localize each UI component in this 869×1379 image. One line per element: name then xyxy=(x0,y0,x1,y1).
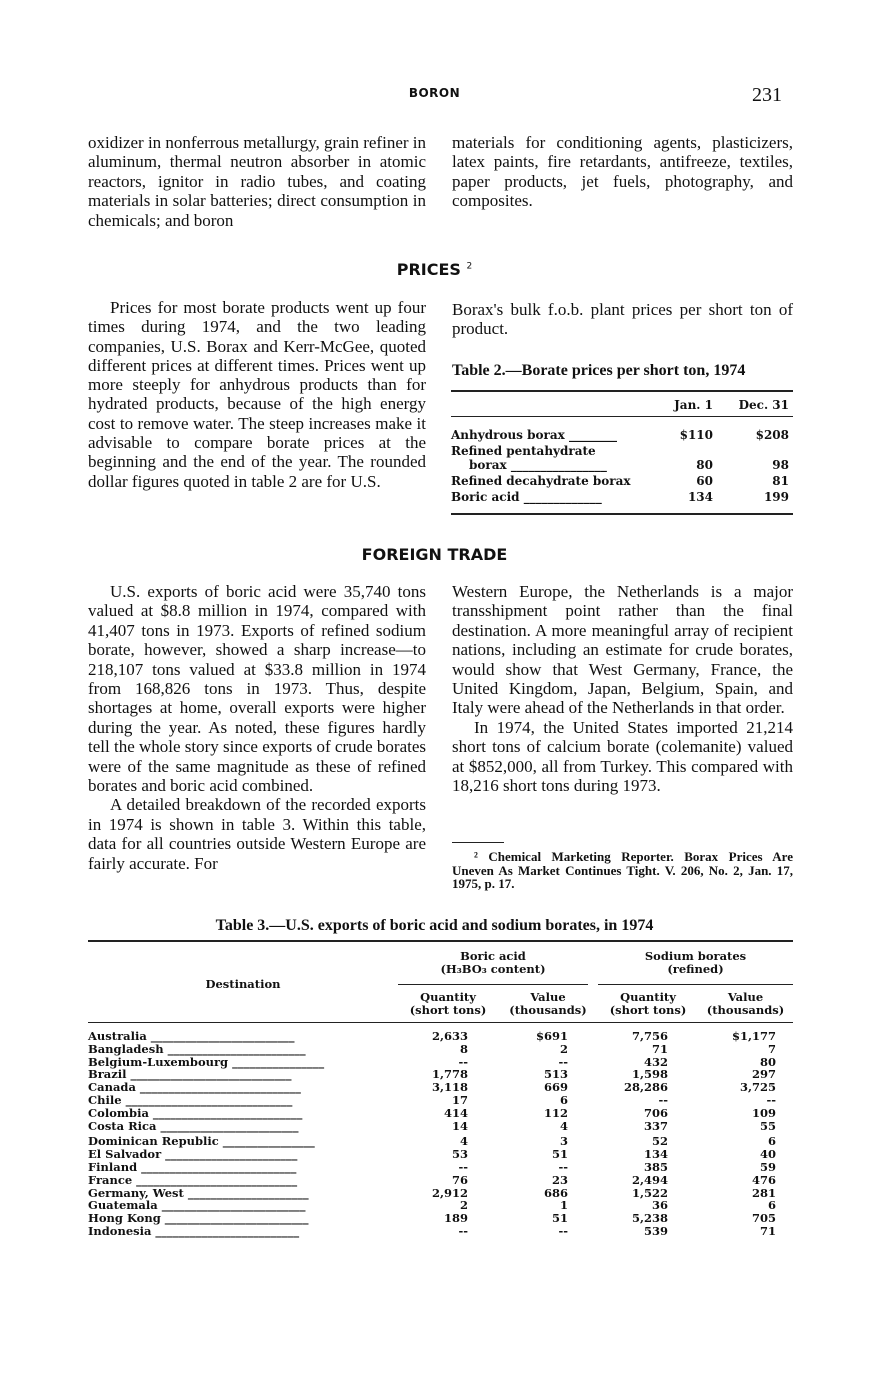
table3-destination: Dominican Republic ________________ xyxy=(88,1134,315,1149)
table3-boric-value: 2 xyxy=(559,1041,568,1056)
table3-destination: Indonesia _________________________ xyxy=(88,1224,300,1238)
table3-boric-qty-header: Quantity (short tons) xyxy=(409,990,487,1017)
table3-row xyxy=(88,1107,793,1120)
table3-row xyxy=(88,1120,793,1133)
footnote-separator xyxy=(452,842,504,843)
table2-row xyxy=(451,474,793,488)
table3-sodium-value: 109 xyxy=(751,1105,776,1120)
table3-boric-qty: 76 xyxy=(451,1172,468,1187)
foreign-trade-paragraph-3: Western Europe, the Netherlands is a major transshipment point rather than the final destination. A more meaningful array of recipient nations, including an estimate for crude borates, would show that West Germany, France, the United Kingdom, Japan, Belgium, Spain, and Italy were ahead of the Netherlands in that order. xyxy=(452,582,793,718)
table3-boric-value: $691 xyxy=(535,1029,568,1043)
table3-row xyxy=(88,1043,793,1056)
table2-row-jan: $110 xyxy=(679,428,713,442)
table3-boric-qty: 14 xyxy=(451,1118,468,1133)
prices-heading xyxy=(0,260,869,279)
table3-sodium-qty: 1,598 xyxy=(631,1067,668,1082)
table3-sodium-value: -- xyxy=(766,1093,776,1107)
table3-destination: Bangladesh ________________________ xyxy=(88,1041,306,1056)
table2-row-dec: 98 xyxy=(772,458,789,472)
table3-boric-value: -- xyxy=(558,1224,568,1238)
table3-boric-qty: -- xyxy=(458,1054,468,1069)
table3-boric-qty: 8 xyxy=(459,1041,468,1056)
table3-sodium-borates-header: Sodium borates (refined) xyxy=(644,949,747,976)
prices-heading-text: PRICES xyxy=(396,260,461,279)
table3-boric-value: 1 xyxy=(559,1198,568,1213)
table3-destination: Brazil ____________________________ xyxy=(88,1067,292,1082)
table3-destination: Guatemala _________________________ xyxy=(88,1198,306,1213)
table3-boric-acid-header: Boric acid (H₃BO₃ content) xyxy=(440,949,546,976)
table3-boric-value: 51 xyxy=(551,1147,568,1162)
table3-sodium-value: 59 xyxy=(759,1160,776,1174)
table3-sodium-value: 40 xyxy=(759,1147,776,1162)
table2-row-dec: 199 xyxy=(763,490,789,504)
table3-boric-qty: 17 xyxy=(451,1093,468,1107)
prices-heading-footnote-ref: 2 xyxy=(466,261,473,272)
foreign-trade-paragraph-1: U.S. exports of boric acid were 35,740 tons valued at $8.8 million in 1974, compared with 41,407 tons in 1973. Exports of refined sodium borate, however, showed a sharp increase—to 218,107 tons valued at $33.8 million in 1974 from 168,826 tons in 1973. Thus, despite shortages at home, overall exports were higher during the year. As noted, these figures hardly tell the whole story since exports of crude borates were of the same magnitude as these of refined borates and boric acid combined. xyxy=(88,582,427,796)
foreign-trade-paragraph-4: In 1974, the United States imported 21,214 short tons of calcium borate (colemanite) valued at $852,000, all from Turkey. This compared with 18,216 short tons during 1973. xyxy=(452,717,793,796)
footnote: ² Chemical Marketing Reporter. Borax Prices Are Uneven As Market Continues Tight. V. 206, No. 2, Jan. 17, 1975, p. 17. xyxy=(452,849,793,891)
table2-top-rule xyxy=(451,390,793,392)
table3-sodium-value: 6 xyxy=(767,1198,776,1213)
table3-destination: Finland ___________________________ xyxy=(88,1160,297,1174)
table2-row xyxy=(451,444,793,458)
table3-sodium-qty: 71 xyxy=(651,1041,668,1056)
table3-sodium-qty: 539 xyxy=(643,1224,668,1238)
table2-row-label: Refined decahydrate borax xyxy=(451,474,631,488)
table3-sodium-qty: 1,522 xyxy=(631,1185,668,1200)
table3-sodium-value: 7 xyxy=(767,1041,776,1056)
table3-row xyxy=(88,1174,793,1187)
table3-boric-qty: 1,778 xyxy=(431,1067,468,1082)
table3-sodium-value: $1,177 xyxy=(731,1029,776,1043)
table3-sodium-qty: 36 xyxy=(651,1198,668,1213)
table3-boric-value: 686 xyxy=(543,1185,568,1200)
table3-boric-qty: 414 xyxy=(443,1105,468,1120)
table3-title: Table 3.—U.S. exports of boric acid and sodium borates, in 1974 xyxy=(215,917,654,934)
table3-sodium-value-header: Value (thousands) xyxy=(706,990,785,1017)
table3-boric-value: 6 xyxy=(559,1093,568,1107)
table3-boric-qty: 2,912 xyxy=(431,1185,468,1200)
intro-left-text: oxidizer in nonferrous metallurgy, grain refiner in aluminum, thermal neutron absorber in atomic reactors, ignitor in radio tubes, and coating materials in solar batteries; direct consumption in chemicals; and boron xyxy=(88,133,426,230)
table3-sodium-value: 71 xyxy=(759,1224,776,1238)
table3-header-rule xyxy=(88,1022,793,1023)
table3-destination: Chile _____________________________ xyxy=(88,1093,293,1107)
table3-sodium-value: 6 xyxy=(767,1134,776,1149)
table3-boric-qty: 3,118 xyxy=(431,1080,468,1095)
table2-header-rule xyxy=(451,416,793,417)
table3-destination-header: Destination xyxy=(205,977,281,991)
table3-sodium-qty: 432 xyxy=(643,1054,668,1069)
table3-sodium-value: 55 xyxy=(759,1118,776,1133)
foreign-trade-heading: FOREIGN TRADE xyxy=(361,545,508,564)
table3-sodium-qty: 7,756 xyxy=(631,1029,668,1043)
table2-row-dec: 81 xyxy=(772,474,789,488)
table3-sodium-value: 3,725 xyxy=(739,1080,776,1095)
table3-sodium-qty-header: Quantity (short tons) xyxy=(609,990,687,1017)
table3-destination: El Salvador _______________________ xyxy=(88,1147,298,1162)
table3-row xyxy=(88,1225,793,1238)
table2-bottom-rule xyxy=(451,513,793,515)
table2-row-jan: 60 xyxy=(696,474,713,488)
table3-boric-value: 23 xyxy=(551,1172,568,1187)
prices-right-column xyxy=(452,300,793,339)
table2-row-dec: $208 xyxy=(755,428,789,442)
table3-destination: Germany, West _____________________ xyxy=(88,1185,309,1200)
table3-boric-value: 4 xyxy=(559,1118,568,1133)
table3-boric-qty: -- xyxy=(458,1160,468,1174)
table3-sodium-qty: 5,238 xyxy=(631,1211,668,1226)
table3-sodium-qty: 28,286 xyxy=(623,1080,668,1095)
table3-sodium-qty: 2,494 xyxy=(631,1172,668,1187)
table2-row-label: Boric acid _____________ xyxy=(451,490,602,504)
intro-right-column xyxy=(452,133,793,211)
prices-right-text: Borax's bulk f.o.b. plant prices per short ton of product. xyxy=(452,300,793,339)
table2 xyxy=(451,396,793,516)
running-head: BORON xyxy=(408,86,461,100)
table3-destination: Australia _________________________ xyxy=(88,1029,295,1043)
table2-row xyxy=(451,458,793,472)
table3-top-rule xyxy=(88,940,793,942)
table3-boric-value: 513 xyxy=(543,1067,568,1082)
table3-sodium-value: 80 xyxy=(759,1054,776,1069)
table2-row-label: Anhydrous borax ________ xyxy=(451,428,617,442)
prices-left-column xyxy=(88,298,426,491)
table3-boric-qty: 2,633 xyxy=(431,1029,468,1043)
table3-sodium-qty: 52 xyxy=(651,1134,668,1149)
table2-title: Table 2.—Borate prices per short ton, 1974 xyxy=(452,362,746,379)
table2-row xyxy=(451,428,793,442)
table3-sodium-value: 476 xyxy=(751,1172,776,1187)
table2-row-label: Refined pentahydrate xyxy=(451,444,596,458)
intro-right-text: materials for conditioning agents, plasticizers, latex paints, fire retardants, antifreeze, textiles, paper products, jet fuels, photography, and composites. xyxy=(452,133,793,211)
table2-col-jan: Jan. 1 xyxy=(674,398,713,412)
table3-body xyxy=(88,1030,793,1240)
table3-sodium-qty: 134 xyxy=(643,1147,668,1162)
table2-row-jan: 80 xyxy=(696,458,713,472)
table3-destination: Colombia __________________________ xyxy=(88,1105,303,1120)
table3-boric-qty: 189 xyxy=(443,1211,468,1226)
table3-destination: Belgium-Luxembourg ________________ xyxy=(88,1054,325,1069)
table3-sodium-rule xyxy=(598,984,793,985)
table3-boric-rule xyxy=(398,984,588,985)
table3-boric-qty: 2 xyxy=(459,1198,468,1213)
table3-boric-qty: 4 xyxy=(459,1134,468,1149)
page-number: 231 xyxy=(752,84,782,106)
table2-header-row xyxy=(451,398,793,412)
table2-row-label: borax ________________ xyxy=(469,458,607,472)
prices-paragraph: Prices for most borate products went up four times during 1974, and the two leading companies, U.S. Borax and Kerr-McGee, quoted different prices at different times. Prices went up more steeply for anhydrous products than for hydrated products, because of the high energy cost to remove water. The steep increases make it advisable to compare borate prices at the beginning and the end of the year. The rounded dollar figures quoted in table 2 are for U.S. xyxy=(88,298,426,491)
table3-sodium-qty: 706 xyxy=(643,1105,668,1120)
table2-row-jan: 134 xyxy=(687,490,713,504)
table3-boric-value: -- xyxy=(558,1054,568,1069)
table3 xyxy=(88,944,793,1244)
intro-left-column xyxy=(88,133,426,230)
table3-sodium-qty: 385 xyxy=(643,1160,668,1174)
table3-boric-qty: 53 xyxy=(451,1147,468,1162)
foreign-trade-paragraph-2: A detailed breakdown of the recorded exports in 1974 is shown in table 3. Within this table, data for all countries outside Western Europe are fairly accurate. For xyxy=(88,795,426,873)
table3-sodium-qty: -- xyxy=(658,1093,668,1107)
table3-sodium-value: 297 xyxy=(751,1067,776,1082)
table3-boric-value: 669 xyxy=(543,1080,568,1095)
table3-sodium-value: 281 xyxy=(751,1185,776,1200)
table3-destination: Canada ____________________________ xyxy=(88,1080,301,1095)
table3-destination: Hong Kong _________________________ xyxy=(88,1211,309,1226)
table3-boric-value: 51 xyxy=(551,1211,568,1226)
table3-sodium-value: 705 xyxy=(751,1211,776,1226)
table3-sodium-qty: 337 xyxy=(643,1118,668,1133)
table2-col-dec: Dec. 31 xyxy=(738,398,789,412)
table3-boric-value: 112 xyxy=(543,1105,568,1120)
table3-boric-qty: -- xyxy=(458,1224,468,1238)
table2-row xyxy=(451,490,793,504)
foreign-trade-left-column xyxy=(88,582,426,873)
table3-destination: France ____________________________ xyxy=(88,1172,298,1187)
table3-boric-value: -- xyxy=(558,1160,568,1174)
foreign-trade-right-column xyxy=(452,582,793,795)
table3-destination: Costa Rica ________________________ xyxy=(88,1118,299,1133)
table3-boric-value: 3 xyxy=(559,1134,568,1149)
table3-boric-value-header: Value (thousands) xyxy=(509,990,587,1017)
